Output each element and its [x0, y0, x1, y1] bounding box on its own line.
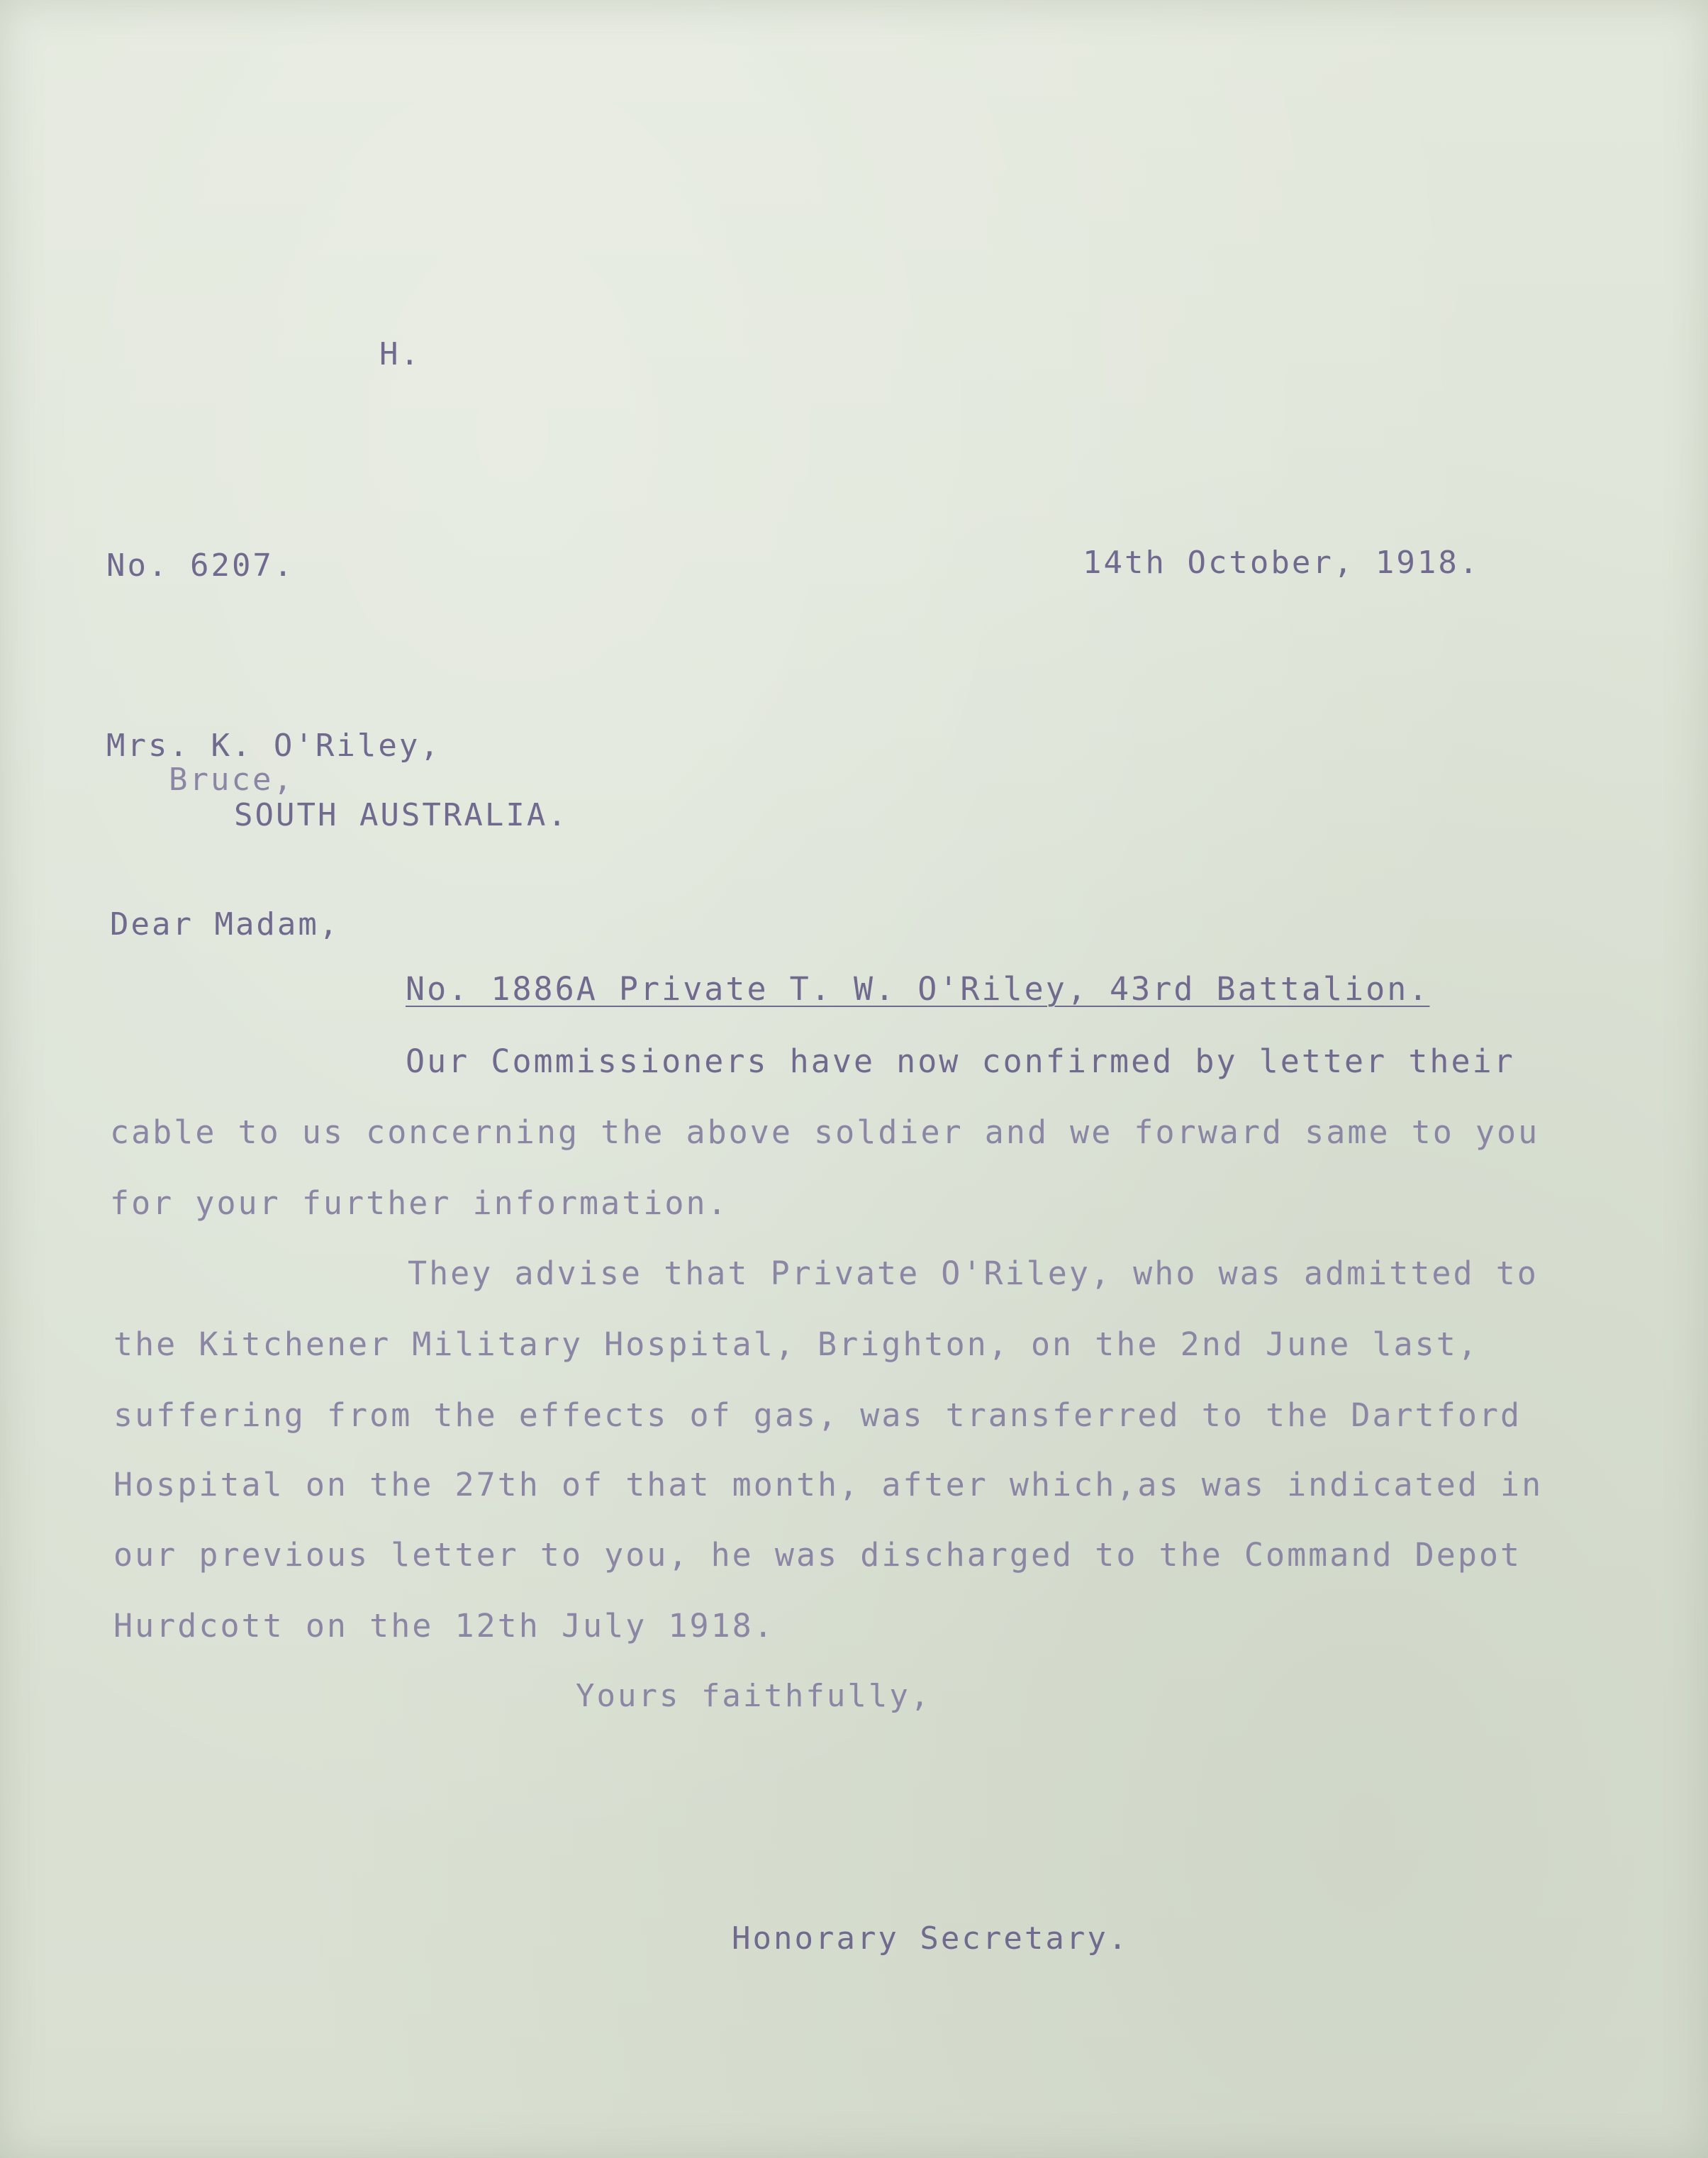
recipient-town: Bruce, — [169, 762, 294, 798]
recipient-name: Mrs. K. O'Riley, — [106, 728, 441, 764]
file-mark: H. — [379, 336, 421, 372]
reference-number: No. 6207. — [106, 547, 295, 584]
body-line: our previous letter to you, he was discharged to the Command Depot — [113, 1536, 1522, 1574]
body-line: Hospital on the 27th of that month, after which,as was indicated in — [113, 1466, 1544, 1503]
subject-line: No. 1886A Private T. W. O'Riley, 43rd Battalion. — [406, 970, 1430, 1008]
body-line: Hurdcott on the 12th July 1918. — [113, 1607, 775, 1645]
closing: Yours faithfully, — [576, 1678, 932, 1714]
signatory-title: Honorary Secretary. — [732, 1920, 1129, 1957]
salutation: Dear Madam, — [110, 906, 340, 942]
body-line: the Kitchener Military Hospital, Brighton, on the 2nd June last, — [113, 1325, 1479, 1363]
letter-date: 14th October, 1918. — [1083, 545, 1480, 581]
body-line: They advise that Private O'Riley, who was admitted to — [408, 1255, 1539, 1292]
body-line: suffering from the effects of gas, was transferred to the Dartford — [113, 1396, 1522, 1434]
recipient-state: SOUTH AUSTRALIA. — [234, 797, 569, 833]
body-line: for your further information. — [110, 1184, 729, 1222]
body-line: cable to us concerning the above soldier and we forward same to you — [110, 1113, 1540, 1151]
body-line: Our Commissioners have now confirmed by letter their — [406, 1042, 1515, 1080]
